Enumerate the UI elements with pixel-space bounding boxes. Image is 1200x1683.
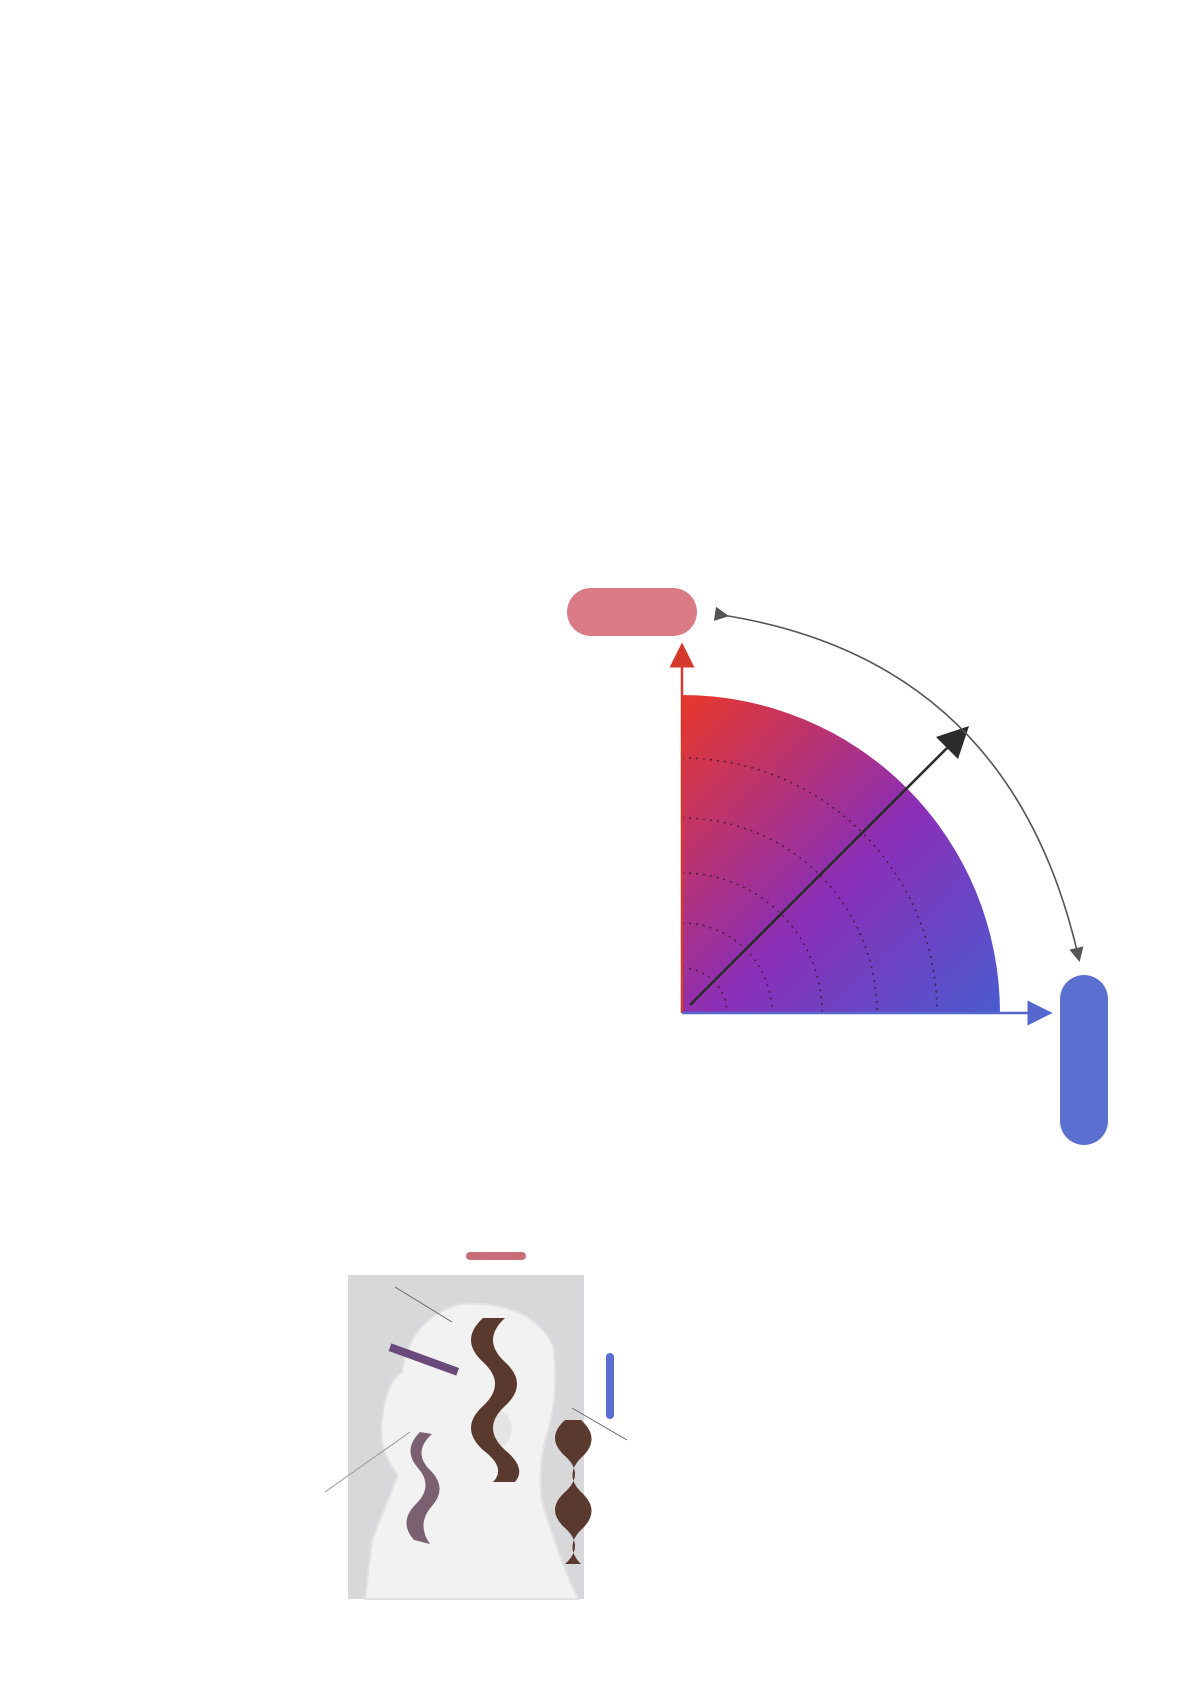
bottom-strand-cap — [1060, 975, 1108, 1145]
mannequin-photo — [325, 1252, 627, 1599]
top-strand-cap — [567, 588, 697, 636]
bottom-hair-strand — [1060, 975, 1108, 1145]
top-hair-strand — [567, 588, 697, 636]
